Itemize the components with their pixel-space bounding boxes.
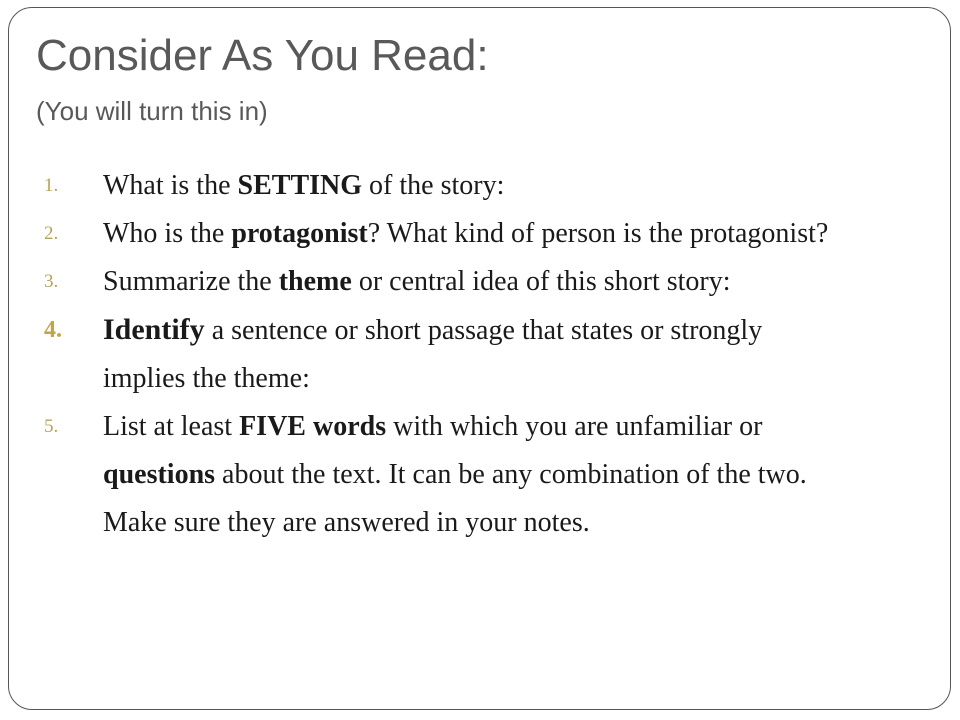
- question-text-part: a sentence or short passage that states or strongly implies the theme:: [103, 315, 763, 394]
- question-keyword: Identify: [103, 313, 205, 346]
- question-list: [44, 162, 844, 547]
- question-text-part: What is the: [103, 170, 238, 201]
- question-keyword: FIVE words: [239, 411, 387, 442]
- question-keyword: theme: [278, 266, 352, 297]
- question-number: 4.: [44, 317, 62, 343]
- question-item-3: [44, 258, 844, 306]
- question-text-part: with which you are unfamiliar or: [386, 411, 763, 442]
- question-item-2: [44, 210, 844, 258]
- question-number: 5.: [44, 416, 59, 437]
- question-text-part: Who is the: [103, 218, 232, 249]
- question-text-part: about the text. It can be any combination of the two. Make sure they are answered in your notes.: [103, 459, 807, 538]
- question-keyword: SETTING: [237, 170, 363, 201]
- question-number: 1.: [44, 175, 59, 196]
- question-text-part: List at least: [103, 411, 240, 442]
- question-text-part: of the story:: [362, 170, 505, 201]
- question-text-part: Summarize the: [103, 266, 279, 297]
- question-item-5: [44, 403, 844, 547]
- question-keyword: protagonist: [231, 218, 368, 249]
- question-keyword: questions: [103, 459, 216, 490]
- slide-title: Consider As You Read:: [36, 31, 489, 80]
- question-text-part: or central idea of this short story:: [351, 266, 731, 297]
- question-item-1: [44, 162, 844, 210]
- slide-subtitle: (You will turn this in): [36, 96, 268, 126]
- question-text-part: ? What kind of person is the protagonist?: [367, 218, 829, 249]
- question-number: 2.: [44, 223, 59, 244]
- question-item-4: [44, 306, 844, 403]
- question-number: 3.: [44, 271, 59, 292]
